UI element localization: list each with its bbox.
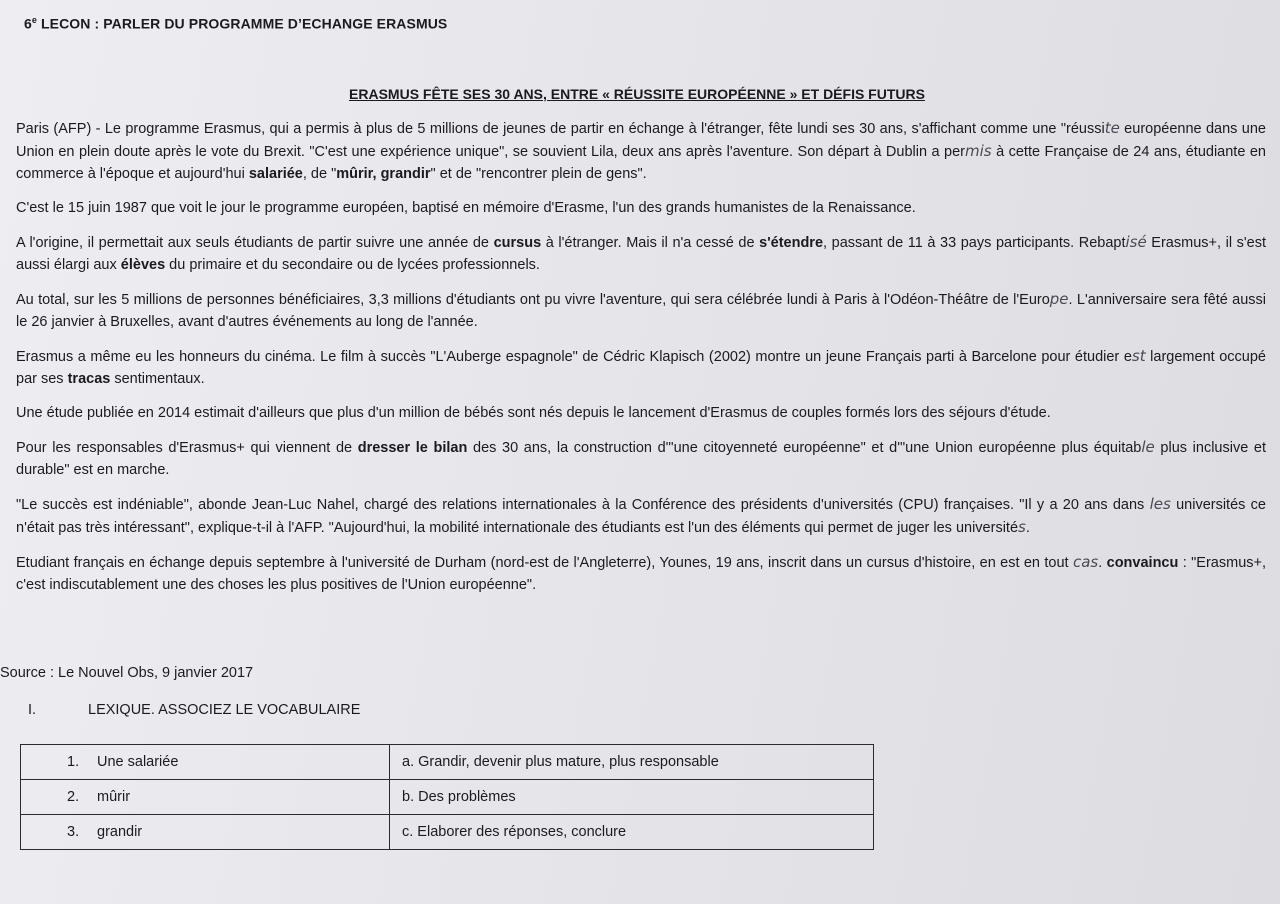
article-body (16, 117, 1266, 608)
lesson-number: 6 (24, 15, 32, 32)
article-paragraph-4: Au total, sur les 5 millions de personnes bénéficiaires, 3,3 millions d'étudiants ont pu vivre l'aventure, qui sera célébrée lundi à Paris à l'Odéon-Théâtre de l'Europe. L'anniversaire sera fêté aussi le 26 janvier à Bruxelles, avant d'autres événements au long de l'année. (16, 290, 1267, 330)
vocab-definition-cell: b. Des problèmes (390, 780, 874, 815)
vocab-definition-cell: a. Grandir, devenir plus mature, plus responsable (390, 745, 874, 780)
article-paragraph-7: Pour les responsables d'Erasmus+ qui viennent de dresser le bilan des 30 ans, la construction d'"une citoyenneté européenne" et d'"une Union européenne plus équitable plus inclusive et durable" est en marche. (16, 438, 1267, 478)
table-row (21, 815, 874, 850)
lesson-title-text: LECON : PARLER DU PROGRAMME D’ECHANGE ERASMUS (41, 15, 448, 32)
vocab-highlight: dresser le bilan (357, 440, 468, 456)
vocab-matching-table (20, 744, 874, 850)
lesson-title (24, 15, 447, 32)
vocab-definition-cell: c. Elaborer des réponses, conclure (390, 815, 874, 850)
vocab-highlight: salariée (248, 166, 303, 182)
handwritten-note: te (1104, 119, 1120, 137)
vocab-highlight: cursus (493, 235, 542, 251)
article-title: ERASMUS FÊTE SES 30 ANS, ENTRE « RÉUSSITE EUROPÉENNE » ET DÉFIS FUTURS (349, 86, 925, 102)
vocab-highlight: s'étendre (759, 235, 824, 251)
vocab-term-cell: 2. mûrir (21, 780, 390, 815)
table-row (21, 745, 874, 780)
handwritten-note: les (1149, 495, 1171, 513)
table-row (21, 780, 874, 815)
article-paragraph-2: C'est le 15 juin 1987 que voit le jour le programme européen, baptisé en mémoire d'Erasme, l'un des grands humanistes de la Renaissance. (16, 200, 916, 216)
handwritten-note: s (1018, 518, 1026, 536)
vocab-highlight: tracas (67, 371, 111, 387)
exercise-title: LEXIQUE. ASSOCIEZ LE VOCABULAIRE (88, 702, 361, 718)
exercise-number: I. (28, 702, 37, 718)
vocab-term-cell: 3. grandir (21, 815, 390, 850)
article-paragraph-8: "Le succès est indéniable", abonde Jean-Luc Nahel, chargé des relations internationales à la Conférence des présidents d'universités (CPU) françaises. "Il y a 20 ans dans les universités ce n'était pas très intéressant", explique-t-il à l'AFP. "Aujourd'hui, la mobilité internationale des étudiants est l'un des éléments qui permet de juger les universités. (16, 495, 1266, 536)
handwritten-note: isé (1125, 233, 1147, 251)
lesson-number-suffix: e (31, 15, 37, 25)
vocab-highlight: élèves (120, 257, 166, 273)
handwritten-note: cas (1072, 553, 1099, 571)
handwritten-note: st (1131, 347, 1146, 365)
article-source: Source : Le Nouvel Obs, 9 janvier 2017 (0, 665, 254, 681)
vocab-highlight: mûrir, grandir (336, 166, 431, 182)
handwritten-note: le (1141, 438, 1155, 456)
article-paragraph-1: Paris (AFP) - Le programme Erasmus, qui a permis à plus de 5 millions de jeunes de partir en échange à l'étranger, fête lundi ses 30 ans, s'affichant comme une "réussite européenne dans une Union en plein doute après le vote du Brexit. "C'est une expérience unique", se souvient Lila, deux ans après l'aventure. Son départ à Dublin a permis à cette Française de 24 ans, étudiante en commerce à l'époque et aujourd'hui salariée, de "mûrir, grandir" et de "rencontrer plein de gens". (16, 119, 1266, 182)
article-paragraph-6: Une étude publiée en 2014 estimait d'ailleurs que plus d'un million de bébés sont nés depuis le lancement d'Erasmus de couples formés lors des séjours d'étude. (16, 405, 1051, 421)
exercise-heading (28, 702, 360, 718)
handwritten-note: pe (1049, 290, 1069, 308)
article-paragraph-3: A l'origine, il permettait aux seuls étudiants de partir suivre une année de cursus à l'étranger. Mais il n'a cessé de s'étendre, passant de 11 à 33 pays participants. Rebaptisé Erasmus+, il s'est aussi élargi aux élèves du primaire et du secondaire ou de lycées professionnels. (16, 233, 1266, 273)
vocab-highlight: convaincu (1106, 555, 1179, 571)
handwritten-note: mis (965, 142, 992, 160)
article-paragraph-9: Etudiant français en échange depuis septembre à l'université de Durham (nord-est de l'Angleterre), Younes, 19 ans, inscrit dans un cursus d'histoire, en est en tout cas. convaincu : "Erasmus+, c'est indiscutablement une des choses les plus positives de l'Union européenne". (16, 553, 1267, 593)
article-paragraph-5: Erasmus a même eu les honneurs du cinéma. Le film à succès "L'Auberge espagnole" de Cédric Klapisch (2002) montre un jeune Français parti à Barcelone pour étudier est largement occupé par ses tracas sentimentaux. (16, 347, 1266, 387)
vocab-term-cell: 1. Une salariée (21, 745, 390, 780)
